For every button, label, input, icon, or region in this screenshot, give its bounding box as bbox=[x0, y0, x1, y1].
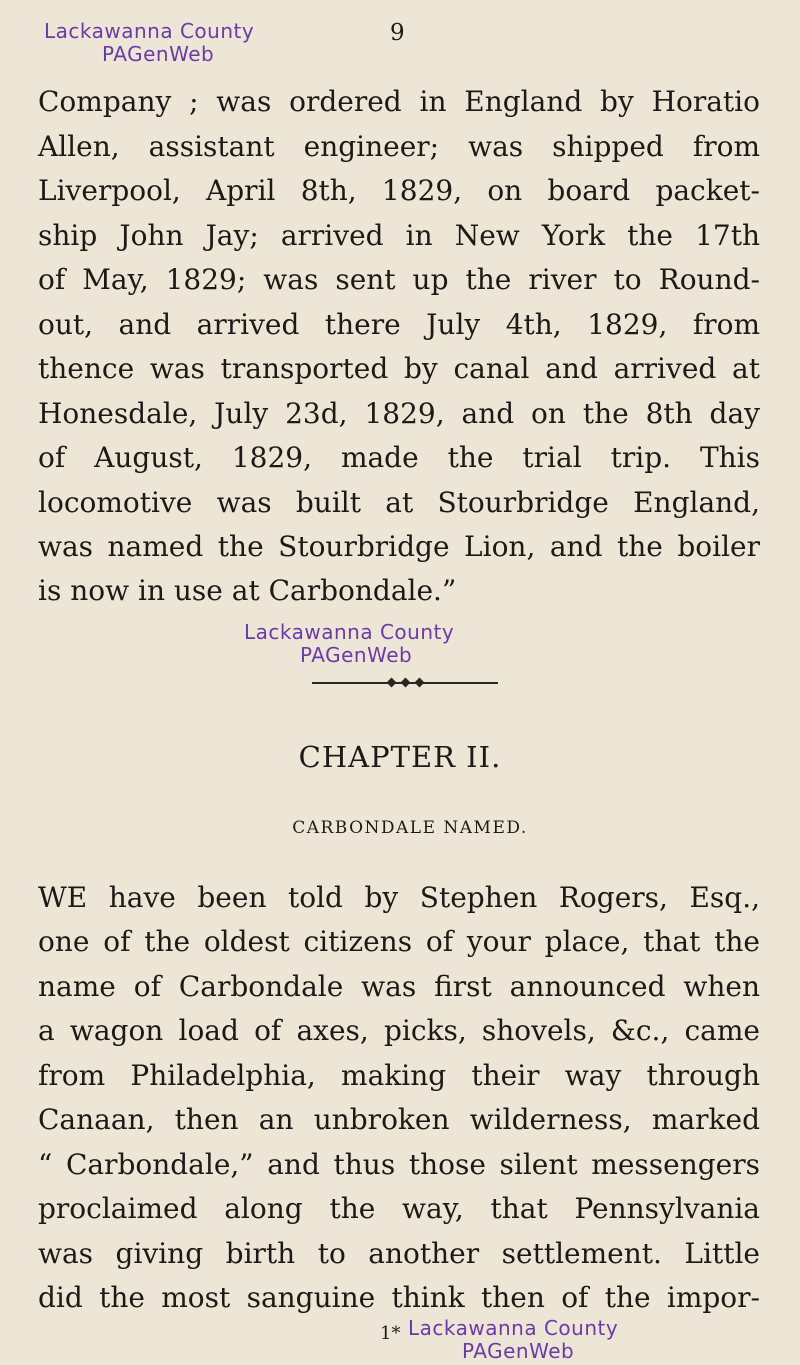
section-divider-ornament bbox=[312, 679, 498, 687]
text-line: “ Carbondale,” and thus those silent messengers bbox=[38, 1148, 760, 1181]
text-line: Company ; was ordered in England by Horatio bbox=[38, 85, 760, 118]
diamond-icon bbox=[415, 678, 425, 688]
text-line: Canaan, then an unbroken wilderness, marked bbox=[38, 1103, 760, 1136]
text-line: of May, 1829; was sent up the river to Round- bbox=[38, 263, 760, 296]
diamond-icon bbox=[401, 678, 411, 688]
watermark-line1: Lackawanna County bbox=[408, 1316, 619, 1340]
diamond-icon bbox=[387, 678, 397, 688]
watermark-line1: Lackawanna County bbox=[244, 620, 455, 644]
text-line: Allen, assistant engineer; was shipped from bbox=[38, 130, 760, 163]
text-line: from Philadelphia, making their way through bbox=[38, 1059, 760, 1092]
watermark-line2: PAGenWeb bbox=[462, 1339, 575, 1363]
text-line: out, and arrived there July 4th, 1829, from bbox=[38, 308, 760, 341]
watermark-middle bbox=[244, 621, 454, 667]
text-line: proclaimed along the way, that Pennsylvania bbox=[38, 1192, 760, 1225]
chapter-subtitle: CARBONDALE NAMED. bbox=[292, 818, 528, 838]
watermark-bottom bbox=[408, 1317, 618, 1363]
text-line: ship John Jay; arrived in New York the 17th bbox=[38, 219, 760, 252]
page-number: 9 bbox=[390, 20, 405, 46]
chapter-heading: CHAPTER II. bbox=[298, 740, 502, 774]
text-line: of August, 1829, made the trial trip. This bbox=[38, 441, 760, 474]
text-line: one of the oldest citizens of your place, that the bbox=[38, 925, 760, 958]
text-line: Honesdale, July 23d, 1829, and on the 8th day bbox=[38, 397, 760, 430]
watermark-line2: PAGenWeb bbox=[102, 42, 215, 66]
watermark-line1: Lackawanna County bbox=[44, 19, 255, 43]
text-line: locomotive was built at Stourbridge England, bbox=[38, 486, 760, 519]
watermark-top bbox=[44, 20, 254, 66]
signature-mark: 1* bbox=[380, 1323, 401, 1344]
text-line: a wagon load of axes, picks, shovels, &c., came bbox=[38, 1014, 760, 1047]
text-line: was named the Stourbridge Lion, and the boiler bbox=[38, 530, 760, 563]
watermark-line2: PAGenWeb bbox=[300, 643, 413, 667]
text-line: was giving birth to another settlement. Little bbox=[38, 1237, 760, 1270]
text-line: thence was transported by canal and arrived at bbox=[38, 352, 760, 385]
text-line: is now in use at Carbondale.” bbox=[38, 574, 457, 607]
text-line: WE have been told by Stephen Rogers, Esq., bbox=[38, 881, 760, 914]
text-line: Liverpool, April 8th, 1829, on board packet- bbox=[38, 174, 760, 207]
text-line: did the most sanguine think then of the impor- bbox=[38, 1281, 760, 1314]
text-line: name of Carbondale was first announced when bbox=[38, 970, 760, 1003]
